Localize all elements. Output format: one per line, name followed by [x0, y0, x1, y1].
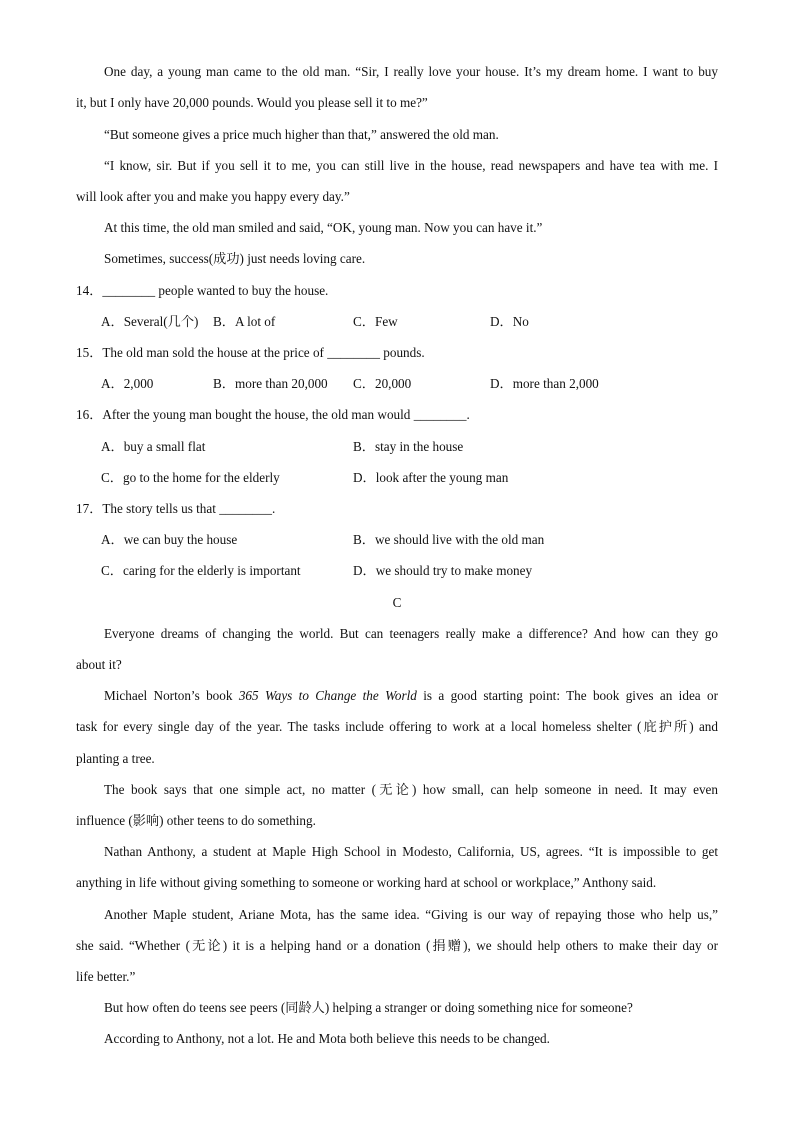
question-15-stem: 15．The old man sold the house at the price of ________ pounds.: [76, 345, 425, 360]
section-c-paragraph-5-line-1: Another Maple student, Ariane Mota, has the same idea. “Giving is our way of repaying those who help us,”: [104, 907, 718, 922]
section-c-paragraph-4-line-1: Nathan Anthony, a student at Maple High School in Modesto, California, US, agrees. “It is impossible to get: [104, 844, 718, 859]
passage-b-paragraph-3-line-1: “I know, sir. But if you sell it to me, you can still live in the house, read newspapers and have tea with me. I: [104, 158, 718, 173]
question-14-option-a: A．Several(几个): [101, 314, 199, 329]
section-c-paragraph-6: But how often do teens see peers (同龄人) helping a stranger or doing something nice for someone?: [104, 1000, 633, 1015]
question-16-stem: 16．After the young man bought the house, the old man would ________.: [76, 407, 470, 422]
question-14-option-c: C．Few: [353, 314, 398, 329]
passage-b-paragraph-1-line-2: it, but I only have 20,000 pounds. Would you please sell it to me?”: [76, 95, 428, 110]
passage-b-paragraph-5: Sometimes, success(成功) just needs loving care.: [104, 251, 366, 266]
section-c-paragraph-3-line-2: influence (影响) other teens to do something.: [76, 813, 316, 828]
section-c-paragraph-1-line-1: Everyone dreams of changing the world. But can teenagers really make a difference? And how can they go: [104, 626, 718, 641]
question-17-option-c: C．caring for the elderly is important: [101, 563, 301, 578]
question-15-option-d: D．more than 2,000: [490, 376, 599, 391]
question-16-option-a: A．buy a small flat: [101, 439, 206, 454]
question-14-option-b: B．A lot of: [213, 314, 276, 329]
question-17-option-a: A．we can buy the house: [101, 532, 238, 547]
question-16-option-b: B．stay in the house: [353, 439, 464, 454]
passage-b-paragraph-1-line-1: One day, a young man came to the old man. “Sir, I really love your house. It’s my dream home. I want to buy: [104, 64, 718, 79]
question-15-option-c: C．20,000: [353, 376, 412, 391]
question-15-option-b: B．more than 20,000: [213, 376, 328, 391]
section-c-paragraph-7: According to Anthony, not a lot. He and Mota both believe this needs to be changed.: [104, 1031, 550, 1046]
section-c-paragraph-1-line-2: about it?: [76, 657, 122, 672]
section-c-paragraph-2-line-1: [104, 687, 718, 705]
book-description-text: is a good starting point: The book gives an idea or: [416, 688, 718, 703]
section-c-paragraph-5-line-2: she said. “Whether (无论) it is a helping hand or a donation (捐赠), we should help others to make their day or: [76, 938, 718, 953]
passage-b-paragraph-2: “But someone gives a price much higher than that,” answered the old man.: [104, 127, 499, 142]
question-17-option-b: B．we should live with the old man: [353, 532, 545, 547]
passage-b-paragraph-3-line-2: will look after you and make you happy every day.”: [76, 189, 350, 204]
question-16-option-d: D．look after the young man: [353, 470, 509, 485]
book-title: 365 Ways to Change the World: [238, 688, 417, 703]
question-17-stem: 17．The story tells us that ________.: [76, 501, 276, 516]
section-c-paragraph-4-line-2: anything in life without giving something to someone or working hard at school or workplace,” Anthony said.: [76, 875, 657, 890]
section-c-paragraph-3-line-1: The book says that one simple act, no matter (无论) how small, can help someone in need. It may even: [104, 782, 718, 797]
section-c-paragraph-5-line-3: life better.”: [76, 969, 136, 984]
question-14-stem: 14．________ people wanted to buy the house.: [76, 283, 329, 298]
question-17-option-d: D．we should try to make money: [353, 563, 533, 578]
book-intro-text: Michael Norton’s book: [104, 688, 239, 703]
section-c-heading: C: [392, 595, 402, 610]
section-c-paragraph-2-line-2: task for every single day of the year. The tasks include offering to work at a local homeless shelter (庇护所) and: [76, 719, 718, 734]
question-15-option-a: A．2,000: [101, 376, 154, 391]
question-16-option-c: C．go to the home for the elderly: [101, 470, 280, 485]
question-14-option-d: D．No: [490, 314, 529, 329]
section-c-paragraph-2-line-3: planting a tree.: [76, 751, 155, 766]
passage-b-paragraph-4: At this time, the old man smiled and said, “OK, young man. Now you can have it.”: [104, 220, 543, 235]
